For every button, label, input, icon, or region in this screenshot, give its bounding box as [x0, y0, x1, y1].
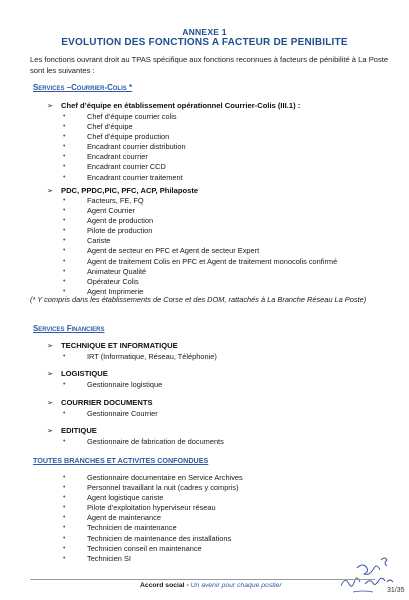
bullet-icon: • [63, 544, 66, 552]
footer-label: Accord social [140, 582, 185, 589]
list-item: • Agent de traitement Colis en PFC et Agent de traitement monocolis confirmé [63, 256, 338, 266]
list-item: • Personnel travaillant la nuit (cadres y compris) [63, 483, 239, 493]
page-title: EVOLUTION DES FONCTIONS A FACTEUR DE PENIBILITE [61, 37, 348, 48]
bullet-icon: • [63, 353, 66, 360]
list-item: • Chef d’équipe production [63, 132, 170, 142]
group-label: COURRIER DOCUMENTS [61, 398, 153, 407]
list-item: • Animateur Qualité [63, 266, 147, 276]
list-item: • Pilote d’exploitation hyperviseur réseau [63, 503, 216, 513]
list-toutes-branches [63, 473, 243, 564]
bullet-icon: • [63, 197, 66, 204]
list-item: • Gestionnaire Courrier [63, 409, 158, 418]
bullet-icon: • [63, 410, 66, 417]
list-item: • Facteurs, FE, FQ [63, 196, 144, 205]
bullet-icon: • [63, 504, 66, 512]
group-label: PDC, PPDC,PIC, PFC, ACP, Philaposte [61, 186, 199, 195]
list-item: • Gestionnaire documentaire en Service Archives [63, 473, 243, 482]
list-item: • Agent Imprimerie [63, 286, 144, 296]
page-number: 31/35 [387, 587, 405, 594]
bullet-icon: • [63, 514, 66, 522]
list-item: • Agent de secteur en PFC et Agent de secteur Expert [63, 246, 260, 256]
group-title-editique [47, 426, 97, 435]
list-courrier-documents [63, 409, 158, 419]
bullet-icon: • [63, 438, 66, 445]
list-item: • Agent Courrier [63, 206, 136, 216]
list-item: • Encadrant courrier traitement [63, 172, 183, 182]
list-item: • Chef d’équipe courrier colis [63, 112, 177, 121]
bullet-icon: • [63, 123, 66, 131]
list-item: • Encadrant courrier CCD [63, 162, 166, 172]
arrow-icon: ➢ [47, 186, 54, 195]
bullet-icon: • [63, 381, 66, 388]
bullet-icon: • [63, 227, 66, 235]
bullet-icon: • [63, 524, 66, 532]
section-heading-toutes-branches: TOUTES BRANCHES ET ACTIVITES CONFONDUES [33, 456, 209, 465]
intro-paragraph: Les fonctions ouvrant droit au TPAS spécifique aux fonctions reconnues à facteurs de pénibilité à La Poste sont les suivantes : [30, 55, 389, 75]
list-pdc [63, 196, 337, 297]
arrow-icon: ➢ [47, 369, 54, 378]
list-item: • Encadrant courrier [63, 152, 148, 162]
list-item: • IRT (Informatique, Réseau, Téléphonie) [63, 352, 217, 361]
group-label: TECHNIQUE ET INFORMATIQUE [61, 341, 178, 350]
list-item: • Gestionnaire de fabrication de documents [63, 437, 224, 446]
list-item: • Agent de production [63, 216, 154, 226]
bullet-icon: • [63, 277, 66, 285]
footer-slogan: Un avenir pour chaque postier [190, 582, 282, 589]
group-label: LOGISTIQUE [61, 369, 108, 378]
list-item: • Chef d’équipe [63, 122, 133, 132]
list-item: • Encadrant courrier distribution [63, 142, 186, 152]
footer [140, 582, 282, 589]
bullet-icon: • [63, 494, 66, 502]
bullet-icon: • [63, 153, 66, 161]
list-item: • Technicien de maintenance des installations [63, 533, 232, 543]
list-logistique [63, 380, 162, 390]
list-editique [63, 437, 224, 447]
footer-separator: - [184, 582, 191, 589]
list-chef-equipe [63, 112, 186, 183]
bullet-icon: • [63, 534, 66, 542]
group-title-logistique [47, 369, 108, 378]
list-item: • Technicien SI [63, 553, 131, 563]
list-item: • Pilote de production [63, 226, 153, 236]
bullet-icon: • [63, 237, 66, 245]
footer-divider [30, 579, 375, 580]
bullet-icon: • [63, 133, 66, 141]
list-item: • Technicien conseil en maintenance [63, 543, 202, 553]
bullet-icon: • [63, 217, 66, 225]
bullet-icon: • [63, 287, 66, 295]
bullet-icon: • [63, 484, 66, 492]
list-item: • Cariste [63, 236, 111, 246]
list-item: • Opérateur Colis [63, 276, 139, 286]
arrow-icon: ➢ [47, 426, 54, 435]
list-item: • Agent logistique cariste [63, 493, 164, 503]
annex-label: ANNEXE 1 [182, 27, 227, 37]
section-heading-courrier-colis: Services –Courrier-Colis * [33, 83, 133, 92]
group-title-chef-equipe [47, 101, 300, 110]
bullet-icon: • [63, 554, 66, 562]
bullet-icon: • [63, 267, 66, 275]
bullet-icon: • [63, 143, 66, 151]
arrow-icon: ➢ [47, 101, 54, 110]
group-title-pdc [47, 186, 198, 195]
bullet-icon: • [63, 163, 66, 171]
list-item: • Gestionnaire logistique [63, 380, 163, 389]
bullet-icon: • [63, 207, 66, 215]
arrow-icon: ➢ [47, 398, 54, 407]
bullet-icon: • [63, 257, 66, 265]
group-title-technique [47, 341, 178, 350]
bullet-icon: • [63, 247, 66, 255]
list-technique [63, 352, 217, 362]
group-title-courrier-documents [47, 398, 153, 407]
section-heading-financiers: Services Financiers [33, 324, 105, 333]
footnote: (* Y compris dans les établissements de Corse et des DOM, rattachés à La Branche Réseau La Poste) [30, 295, 367, 304]
list-item: • Technicien de maintenance [63, 523, 177, 533]
arrow-icon: ➢ [47, 341, 54, 350]
bullet-icon: • [63, 474, 66, 481]
group-label: Chef d’équipe en établissement opérationnel Courrier-Colis (III.1) : [61, 101, 301, 110]
group-label: EDITIQUE [61, 426, 97, 435]
bullet-icon: • [63, 113, 66, 120]
bullet-icon: • [63, 173, 66, 181]
list-item: • Agent de maintenance [63, 513, 161, 523]
